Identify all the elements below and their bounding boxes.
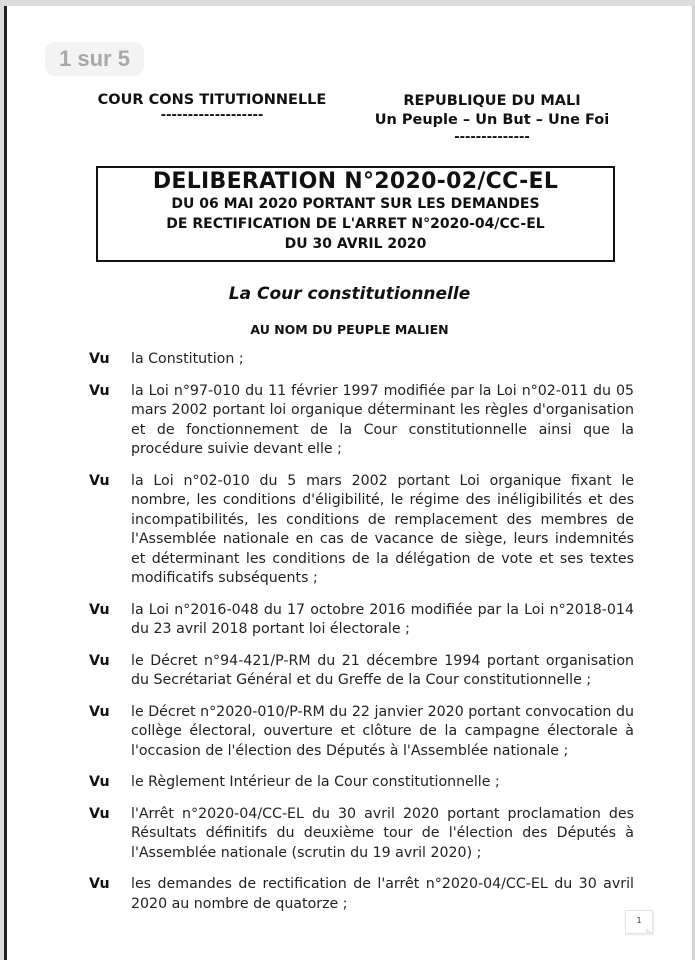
vu-label: Vu — [89, 652, 110, 669]
header-institution-block — [87, 92, 337, 124]
vu-item — [89, 652, 634, 691]
deliberation-number: DELIBERATION N°2020-02/CC-EL — [152, 169, 559, 194]
page-number-box — [625, 910, 653, 934]
vu-label: Vu — [89, 876, 110, 892]
national-motto: Un Peuple – Un But – Une Foi — [374, 112, 610, 128]
vu-text: la Loi n°2016-048 du 17 octobre 2016 modifiée par la Loi n°2018-014 du 23 avril 2018 portant loi électorale ; — [131, 601, 634, 637]
document-page — [4, 6, 692, 960]
vu-text: la Loi n°97-010 du 11 février 1997 modifiée par la Loi n°02-011 du 05 mars 2002 portant loi organique déterminant les règles d'organisation et de fonctionnement de la Cour constitutionnelle ainsi que la procédure suivie devant elle ; — [131, 382, 634, 457]
vu-text: le Règlement Intérieur de la Cour constitutionnelle ; — [131, 774, 500, 790]
court-heading: La Cour constitutionnelle — [228, 284, 471, 304]
vu-text: l'Arrêt n°2020-04/CC-EL du 30 avril 2020 portant proclamation des Résultats définitifs du deuxième tour de l'élection des Députés à l'Assemblée nationale (scrutin du 19 avril 2020) ; — [131, 805, 634, 861]
page-number: 1 — [636, 916, 642, 925]
vu-text: le Décret n°94-421/P-RM du 21 décembre 1994 portant organisation du Secrétariat Général et du Greffe de la Cour constitutionnelle ; — [131, 652, 634, 688]
vu-label: Vu — [89, 601, 110, 618]
deliberation-subtitle-line-3: DU 30 AVRIL 2020 — [284, 236, 427, 252]
vu-item — [89, 703, 634, 762]
vu-item — [89, 875, 634, 914]
institution-name: COUR CONS TITUTIONNELLE — [97, 92, 327, 108]
deliberation-subtitle-line-1: DU 06 MAI 2020 PORTANT SUR LES DEMANDES — [171, 196, 540, 212]
vu-list — [89, 350, 634, 926]
page-indicator: 1 sur 5 — [45, 42, 144, 76]
vu-text: la Loi n°02-010 du 5 mars 2002 portant Loi organique fixant le nombre, les conditions d'éligibilité, le régime des inéligibilités et des incompatibilités, les conditions de remplacement des membres de l'Assemblée nationale en cas de vacance de siège, leurs indemnités et déterminant les conditions de la délégation de vote et ses textes modificatifs subséquents ; — [131, 472, 634, 586]
vu-label: Vu — [89, 351, 110, 367]
deliberation-title-box — [96, 166, 615, 262]
vu-text: le Décret n°2020-010/P-RM du 22 janvier 2020 portant convocation du collège électoral, ouverture et clôture de la campagne électorale à l'occasion de l'élection des Députés à l'Assemblée nationale ; — [131, 703, 634, 759]
institution-separator: ------------------- — [160, 108, 264, 123]
vu-label: Vu — [89, 703, 110, 720]
vu-item — [89, 350, 634, 370]
country-separator: -------------- — [454, 130, 530, 145]
people-heading: AU NOM DU PEUPLE MALIEN — [250, 322, 449, 337]
vu-item — [89, 805, 634, 864]
vu-text: les demandes de rectification de l'arrêt n°2020-04/CC-EL du 30 avril 2020 au nombre de quatorze ; — [131, 876, 634, 912]
vu-item — [89, 601, 634, 640]
vu-item — [89, 472, 634, 589]
vu-label: Vu — [89, 382, 110, 399]
vu-label: Vu — [89, 472, 110, 489]
header-country-block — [362, 92, 622, 146]
vu-label: Vu — [89, 805, 110, 822]
page-curl-icon — [646, 928, 653, 934]
country-name: REPUBLIQUE DU MALI — [403, 93, 581, 109]
vu-label: Vu — [89, 774, 110, 790]
vu-item — [89, 773, 634, 793]
vu-text: la Constitution ; — [131, 351, 244, 367]
deliberation-subtitle-line-2: DE RECTIFICATION DE L'ARRET N°2020-04/CC-EL — [166, 216, 545, 232]
vu-item — [89, 382, 634, 460]
